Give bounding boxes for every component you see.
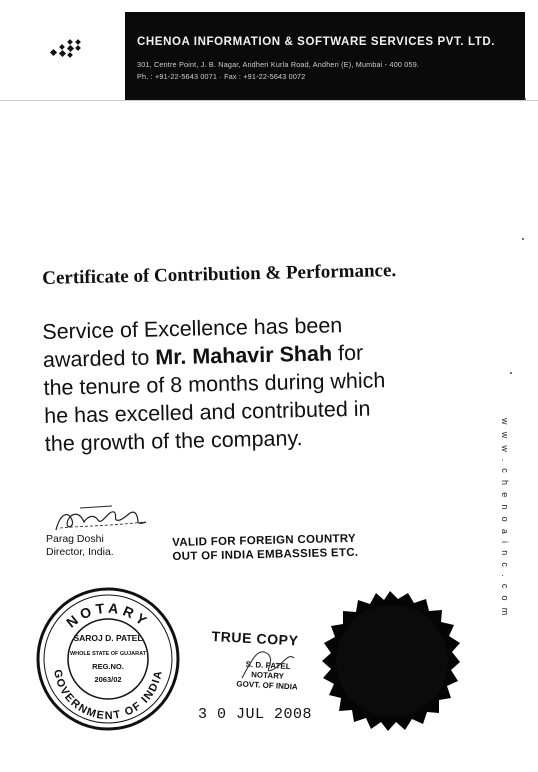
black-wax-seal-icon (300, 585, 480, 745)
seal-bottom-text: GOVERNMENT OF INDIA (51, 668, 165, 723)
body-line-3: the tenure of 8 months during which (43, 368, 386, 400)
validity-line-1: VALID FOR FOREIGN COUNTRY (172, 532, 357, 549)
svg-text:NOTARY (63, 600, 153, 631)
body-line-1: Service of Excellence has been (42, 313, 343, 344)
notary-signature-scribble (238, 640, 298, 690)
company-name: CHENOA INFORMATION & SOFTWARE SERVICES PVT. LTD. (137, 36, 496, 48)
seal-reg-number: 2063/02 (94, 675, 122, 684)
signatory-designation: Director, India. (46, 546, 114, 558)
letterhead-banner (125, 12, 525, 100)
signature-scribble (50, 500, 150, 536)
validity-note (172, 532, 359, 564)
signatory-block (46, 533, 114, 559)
true-copy-line-2: NOTARY (250, 670, 285, 681)
signatory-name: Parag Doshi (46, 533, 104, 545)
header-divider (0, 100, 538, 101)
company-address: 301, Centre Point, J. B. Nagar, Andheri Kurla Road, Andheri (E), Mumbai - 400 059. (137, 60, 420, 69)
seal-name: SAROJ D. PATEL (73, 633, 143, 643)
body-line-4: he has excelled and contributed in (43, 396, 371, 428)
body-line-2-suffix: for (337, 340, 364, 366)
scan-speck (522, 238, 524, 240)
scan-speck (510, 372, 512, 374)
website-vertical: www.chenoainc.com (500, 418, 510, 623)
seal-reg-label: REG.NO. (92, 662, 124, 671)
awardee-prefix: awarded to (42, 345, 150, 372)
certificate-body (42, 308, 505, 458)
validity-line-2: OUT OF INDIA EMBASSIES ETC. (172, 546, 359, 563)
seal-jurisdiction: WHOLE STATE OF GUJARAT (69, 651, 147, 657)
seal-top-text: NOTARY (63, 599, 153, 631)
certificate-title: Certificate of Contribution & Performance. (42, 259, 397, 289)
body-line-5: the growth of the company. (44, 426, 303, 456)
true-copy-line-1: S. D. PATEL (245, 659, 291, 672)
company-phone: Ph. : +91-22-5643 0071 · Fax : +91-22-5643 0072 (137, 72, 306, 81)
true-copy-line-3: GOVT. OF INDIA (236, 679, 298, 692)
true-copy-date: 3 0 JUL 2008 (198, 706, 313, 723)
true-copy-title: TRUE COPY (211, 628, 299, 649)
company-logo-icon (46, 38, 86, 62)
scan-speck (524, 98, 526, 100)
awardee-name: Mr. Mahavir Shah (155, 341, 333, 370)
notary-seal-icon (34, 585, 182, 733)
